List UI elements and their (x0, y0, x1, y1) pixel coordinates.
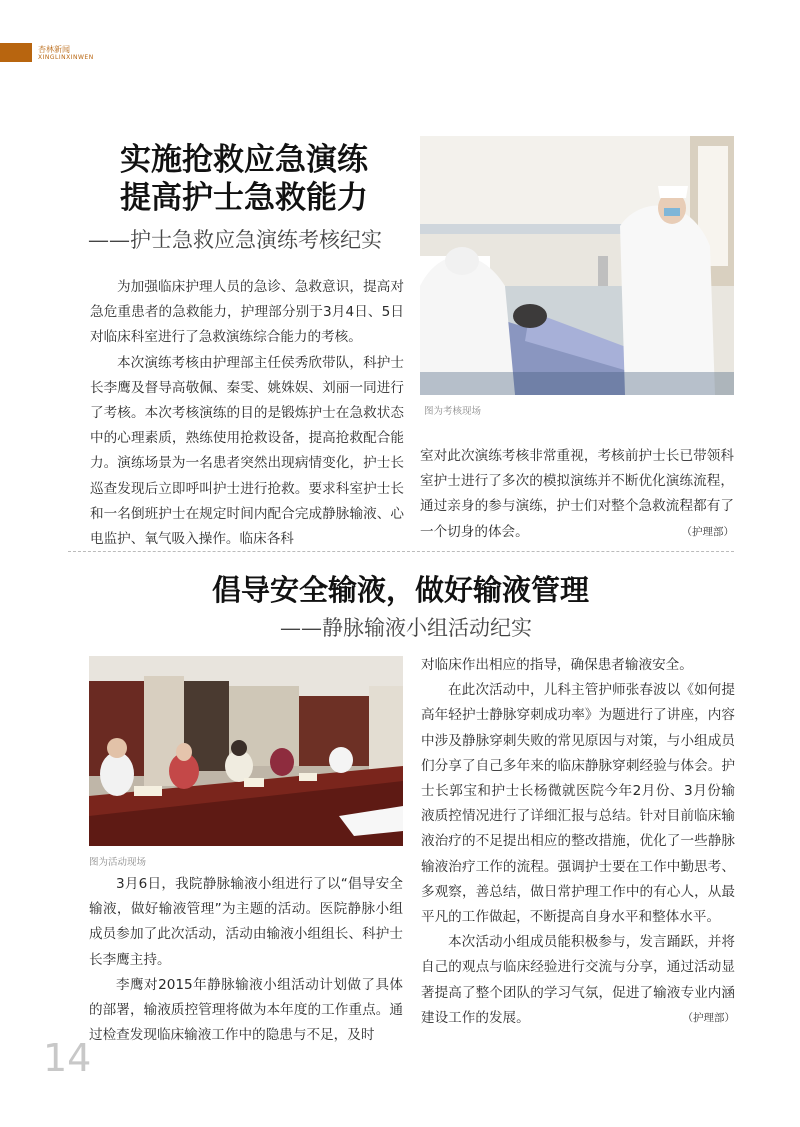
article1-paragraph: 本次演练考核由护理部主任侯秀欣带队，科护士长李鹰及督导高敬佩、秦雯、姚姝娱、刘丽一同进行了考核。本次考核演练的目的是锻炼护士在急救状态中的心理素质，熟练使用抢救设备，提高抢救配合能力。演练场景为一名患者突然出现病情变化，护士长巡查发现后立即呼叫护士进行抢救。要求科室护士长和一名倒班护士在规定时间内配合完成静脉输液、心电监护、氧气吸入操作。临床各科 (90, 354, 404, 548)
article1-paragraph: 为加强临床护理人员的急诊、急救意识，提高对急危重患者的急救能力，护理部分别于3月4日、5日对临床科室进行了急救演练综合能力的考核。 (90, 279, 404, 346)
article2-paragraph: 在此次活动中，儿科主管护师张春波以《如何提高年轻护士静脉穿刺成功率》为题进行了讲座，内容中涉及静脉穿刺失败的常见原因与对策，与小组成员们分享了自己多年来的临床静脉穿刺经验与体会。护士长郭宝和护士长杨微就医院今年2月份、3月份输液质控情况进行了详细汇报与总结。针对目前临床输液治疗的不足提出相应的整改措施，优化了一些静脉输液治疗工作的流程。强调护士要在工作中勤思考、多观察，善总结，做日常护理工作中的有心人，从最平凡的工作做起，不断提高自身水平和整体水平。 (421, 682, 735, 926)
article1-signature: （护理部） (681, 525, 734, 538)
article1-photo (420, 136, 734, 395)
section-name: 杏林新闻 (38, 45, 70, 54)
article2-paragraph: 本次活动小组成员能积极参与，发言踊跃，并将自己的观点与临床经验进行交流与分享，通过活动显著提高了整个团队的学习气氛，促进了输液专业内涵建设工作的发展。 (421, 934, 735, 1026)
article2-signature: （护理部） (682, 1012, 735, 1025)
article2-continuation: 对临床作出相应的指导，确保患者输液安全。 (421, 657, 693, 673)
article2-subtitle: ——静脉输液小组活动纪实 (280, 616, 532, 640)
article2-paragraph: 3月6日，我院静脉输液小组进行了以“倡导安全输液，做好输液管理”为主题的活动。医院静脉小组成员参加了此次活动，活动由输液小组组长、科护士长李鹰主持。 (89, 876, 403, 968)
article-divider (68, 551, 734, 552)
article2-body-left (89, 872, 403, 1048)
article1-body-right (420, 444, 734, 545)
article1-title-line1: 实施抢救应急演练 (120, 142, 368, 178)
article2-photo-caption: 图为活动现场 (89, 857, 147, 868)
article1-title-line2: 提高护士急救能力 (120, 180, 368, 216)
article1-subtitle: ——护士急救应急演练考核纪实 (88, 228, 382, 252)
article1-body-left (90, 275, 404, 552)
section-color-bar (0, 43, 32, 62)
article2-body-right (421, 653, 735, 1031)
article2-paragraph: 李鹰对2015年静脉输液小组活动计划做了具体的部署，输液质控管理将做为本年度的工作重点。通过检查发现临床输液工作中的隐患与不足，及时 (89, 976, 403, 1044)
article1-photo-caption: 图为考核现场 (424, 406, 482, 417)
article2-photo (89, 656, 403, 846)
section-name-en: XINGLINXINWEN (38, 54, 94, 61)
article2-title: 倡导安全输液，做好输液管理 (212, 573, 590, 607)
article1-continuation: 室对此次演练考核非常重视，考核前护士长已带领科室护士进行了多次的模拟演练并不断优化演练流程，通过亲身的参与演练，护士们对整个急救流程都有了一个切身的体会。 (420, 448, 734, 540)
page-number: 14 (43, 1036, 92, 1080)
